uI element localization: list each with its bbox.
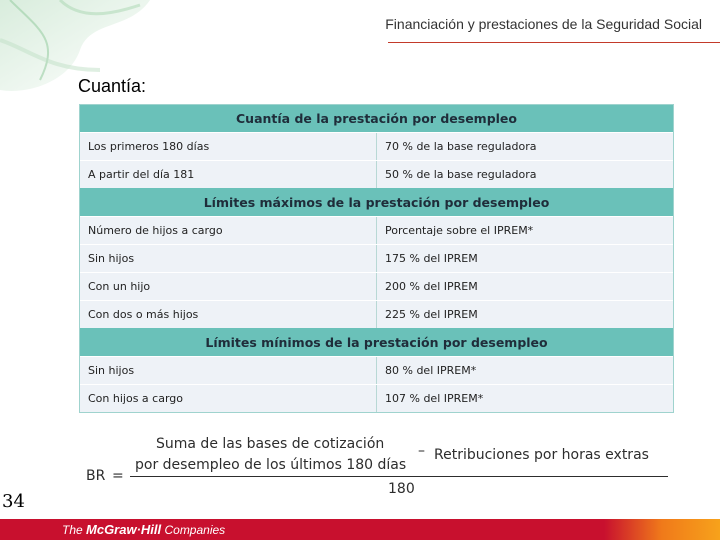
formula-numerator-line2: por desempleo de los últimos 180 días (135, 457, 407, 473)
logo-prefix: The (62, 523, 87, 537)
header-divider (388, 42, 720, 43)
table-cell: Sin hijos (80, 357, 377, 384)
table-cell: 50 % de la base reguladora (385, 168, 537, 181)
fraction-bar (130, 476, 668, 477)
table-cell: Los primeros 180 días (80, 133, 377, 160)
table-cell: 107 % del IPREM* (385, 392, 484, 405)
formula-denominator: 180 (388, 481, 415, 497)
formula-equals: = (112, 468, 124, 484)
page-number: 34 (2, 491, 25, 512)
header-title: Financiación y prestaciones de la Seguridad Social (385, 16, 702, 32)
table-row (80, 244, 673, 272)
table-row (80, 356, 673, 384)
unemployment-benefit-table (79, 104, 674, 413)
table-section-header: Cuantía de la prestación por desempleo (80, 105, 673, 132)
logo-suffix: Companies (161, 523, 226, 537)
table-cell: A partir del día 181 (80, 161, 377, 188)
table-cell: 200 % del IPREM (385, 280, 478, 293)
table-cell: 175 % del IPREM (385, 252, 478, 265)
formula-subtrahend: Retribuciones por horas extras (434, 447, 649, 463)
table-cell: 225 % del IPREM (385, 308, 478, 321)
table-cell: Sin hijos (80, 245, 377, 272)
base-reguladora-formula (86, 430, 676, 500)
table-section-header: Límites máximos de la prestación por desempleo (80, 188, 673, 216)
table-row (80, 384, 673, 412)
footer-accent-band (604, 519, 720, 540)
table-row (80, 216, 673, 244)
table-row (80, 300, 673, 328)
table-row (80, 160, 673, 188)
table-cell: Con dos o más hijos (80, 301, 377, 328)
section-label: Cuantía: (78, 76, 147, 96)
table-cell: 70 % de la base reguladora (385, 140, 537, 153)
formula-numerator-line1: Suma de las bases de cotización (156, 436, 385, 452)
formula-lhs: BR (86, 468, 106, 484)
table-cell: Con un hijo (80, 273, 377, 300)
logo-brand: McGraw·Hill (86, 522, 162, 537)
table-cell: Con hijos a cargo (80, 385, 377, 412)
formula-minus-sign: – (418, 443, 425, 459)
table-cell: Porcentaje sobre el IPREM* (385, 224, 534, 237)
footer-bar (0, 519, 720, 540)
table-section-header: Límites mínimos de la prestación por desempleo (80, 328, 673, 356)
publisher-logo (62, 522, 225, 537)
table-cell: Número de hijos a cargo (80, 217, 377, 244)
table-cell: 80 % del IPREM* (385, 364, 477, 377)
table-row (80, 132, 673, 160)
table-row (80, 272, 673, 300)
